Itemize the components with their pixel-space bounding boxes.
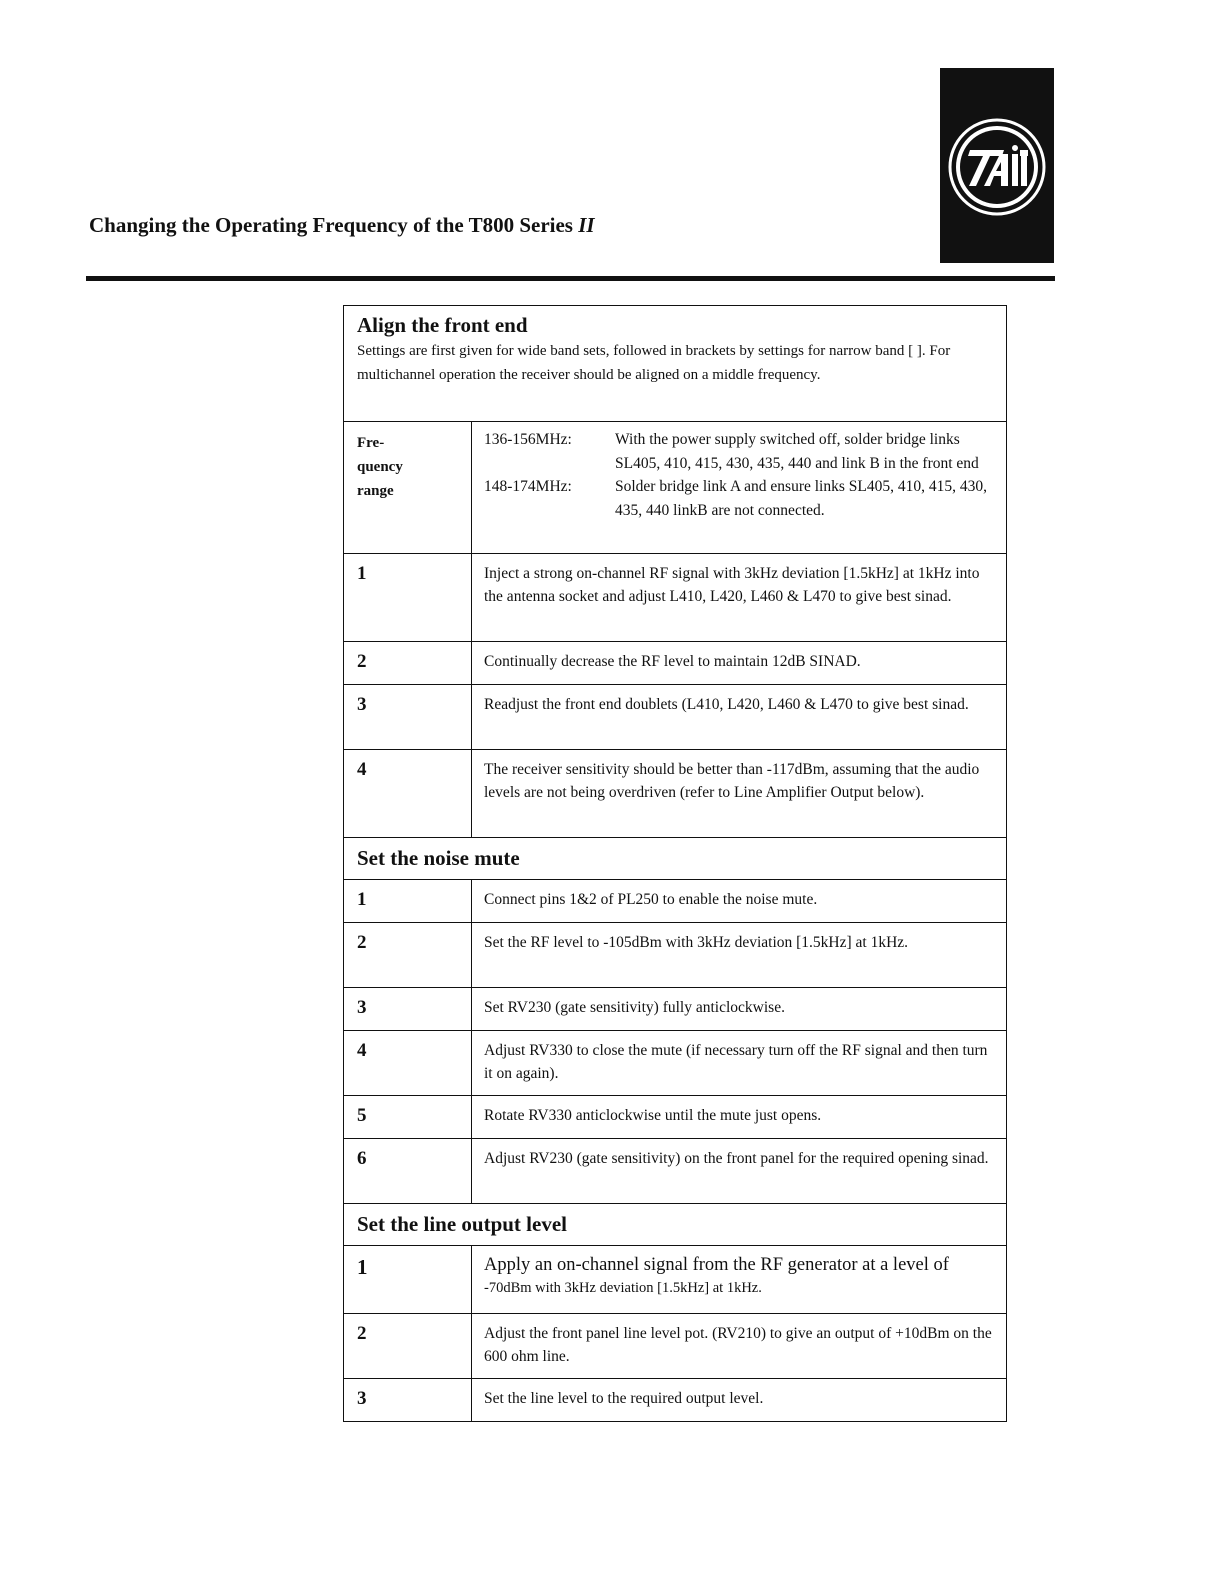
step-text [472, 1246, 1007, 1314]
section-header-row [344, 838, 1007, 880]
step-row [344, 1246, 1007, 1314]
company-logo [940, 68, 1054, 263]
step-number: 2 [344, 642, 472, 685]
step-text: The receiver sensitivity should be better than -117dBm, assuming that the audio levels are not being overdriven (refer to Line Amplifier Output below). [472, 750, 1007, 838]
step-row [344, 554, 1007, 642]
tait-logo-icon [946, 116, 1048, 218]
step-text: Connect pins 1&2 of PL250 to enable the noise mute. [472, 880, 1007, 923]
step-row [344, 1139, 1007, 1204]
section-header-cell [344, 1204, 1007, 1246]
section-header-row [344, 306, 1007, 422]
step-row [344, 1314, 1007, 1379]
section-title: Set the line output level [357, 1212, 567, 1236]
section-title: Align the front end [357, 313, 528, 337]
frequency-range-text: Solder bridge link A and ensure links SL405, 410, 415, 430, 435, 440 linkB are not connected. [615, 478, 987, 519]
frequency-range-name: 136-156MHz: [484, 431, 572, 448]
section-header-cell [344, 306, 1007, 422]
step-number: 6 [344, 1139, 472, 1204]
step-number: 1 [344, 554, 472, 642]
step-row [344, 1096, 1007, 1139]
frequency-range-row [344, 422, 1007, 554]
step-number: 3 [344, 685, 472, 750]
step-number: 5 [344, 1096, 472, 1139]
step-number: 3 [344, 988, 472, 1031]
frequency-range-name: 148-174MHz: [484, 478, 572, 495]
step-text-line: Apply an on-channel signal from the RF generator at a level of [484, 1255, 949, 1275]
page-title-series: II [578, 213, 595, 237]
step-row [344, 923, 1007, 988]
frequency-range-text: With the power supply switched off, solder bridge links SL405, 410, 415, 430, 435, 440 and link B in the front end [615, 431, 979, 472]
step-text-line: -70dBm with 3kHz deviation [1.5kHz] at 1kHz. [484, 1280, 762, 1296]
frequency-range-entry [484, 428, 996, 475]
step-number: 1 [344, 880, 472, 923]
frequency-range-label-cell [344, 422, 472, 554]
step-row [344, 642, 1007, 685]
section-header-row [344, 1204, 1007, 1246]
step-text: Adjust RV330 to close the mute (if necessary turn off the RF signal and then turn it on again). [472, 1031, 1007, 1096]
page-title-main: Changing the Operating Frequency of the T800 Series [89, 213, 573, 237]
procedure-table [343, 305, 1007, 1422]
step-text: Set RV230 (gate sensitivity) fully anticlockwise. [472, 988, 1007, 1031]
step-text: Adjust the front panel line level pot. (RV210) to give an output of +10dBm on the 600 ohm line. [472, 1314, 1007, 1379]
step-row [344, 1031, 1007, 1096]
step-text: Rotate RV330 anticlockwise until the mute just opens. [472, 1096, 1007, 1139]
step-row [344, 880, 1007, 923]
page-title [89, 213, 595, 238]
frequency-range-label: Fre- quency range [357, 435, 403, 499]
frequency-range-entry [484, 475, 996, 522]
title-rule [86, 276, 1055, 281]
step-text: Continually decrease the RF level to maintain 12dB SINAD. [472, 642, 1007, 685]
step-row [344, 685, 1007, 750]
step-number: 1 [344, 1246, 472, 1314]
section-header-cell [344, 838, 1007, 880]
step-text: Set the RF level to -105dBm with 3kHz deviation [1.5kHz] at 1kHz. [472, 923, 1007, 988]
step-number: 4 [344, 750, 472, 838]
step-number: 2 [344, 1314, 472, 1379]
section-description: Settings are first given for wide band sets, followed in brackets by settings for narrow band [ ]. For multichannel operation the receiver should be aligned on a middle frequency. [357, 343, 951, 383]
step-number: 4 [344, 1031, 472, 1096]
step-text: Set the line level to the required output level. [472, 1379, 1007, 1422]
step-number: 3 [344, 1379, 472, 1422]
section-title: Set the noise mute [357, 846, 520, 870]
step-text: Readjust the front end doublets (L410, L420, L460 & L470 to give best sinad. [472, 685, 1007, 750]
step-row [344, 750, 1007, 838]
step-number: 2 [344, 923, 472, 988]
step-row [344, 1379, 1007, 1422]
step-row [344, 988, 1007, 1031]
step-text: Inject a strong on-channel RF signal with 3kHz deviation [1.5kHz] at 1kHz into the antenna socket and adjust L410, L420, L460 & L470 to give best sinad. [472, 554, 1007, 642]
step-text: Adjust RV230 (gate sensitivity) on the front panel for the required opening sinad. [472, 1139, 1007, 1204]
frequency-range-detail-cell [472, 422, 1007, 554]
